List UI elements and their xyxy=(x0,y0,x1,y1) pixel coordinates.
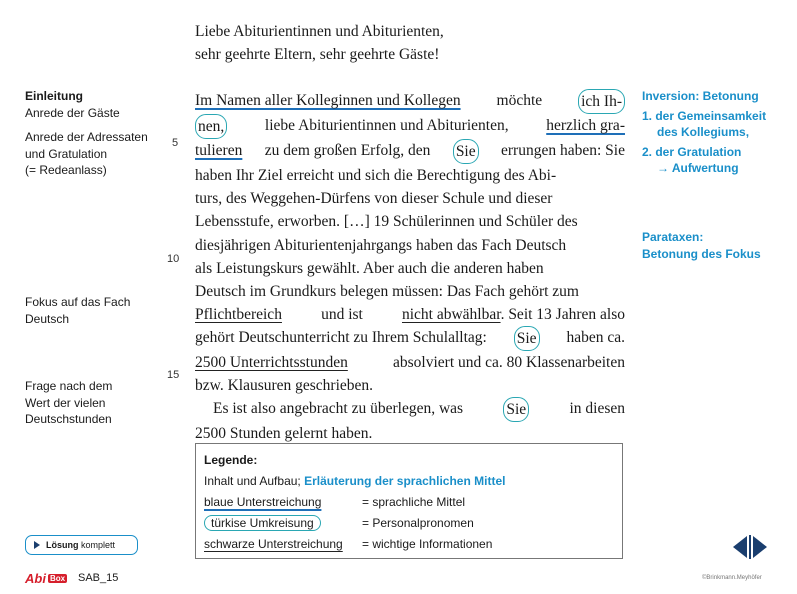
text-line xyxy=(195,326,625,351)
text-line: haben Ihr Ziel erreicht und sich die Berechtigung des Abi- xyxy=(195,167,557,185)
line-number-5: 5 xyxy=(172,137,179,149)
greeting xyxy=(195,20,444,66)
left-note-fokus xyxy=(25,294,130,327)
text-span: absolviert und ca. 80 Klassenarbeiten xyxy=(393,354,625,372)
text-line xyxy=(195,114,625,139)
legend-intro xyxy=(204,471,614,492)
underline-black: Pflichtbereich xyxy=(195,305,282,323)
pronoun-circle: nen, xyxy=(195,114,227,139)
legend-value: = sprachliche Mittel xyxy=(362,495,466,509)
solution-label-bold: Lösung xyxy=(46,540,79,550)
note-line: 1. der Gemeinsamkeit xyxy=(642,108,767,123)
text-span: errungen haben: Sie xyxy=(501,142,625,160)
pronoun-circle: ich Ih- xyxy=(578,89,625,114)
text-line xyxy=(195,139,625,164)
note-line: Betonung des Fokus xyxy=(642,246,761,261)
underline-blue: tulieren xyxy=(195,142,243,160)
einleitung-title: Einleitung xyxy=(25,89,83,103)
note-line: Wert der vielen xyxy=(25,395,106,410)
legend-text: Inhalt und Aufbau; xyxy=(204,474,301,488)
legend-text: Erläuterung der sprachlichen Mittel xyxy=(304,474,506,488)
line-number-10: 10 xyxy=(167,253,180,265)
greeting-line-2: sehr geehrte Eltern, sehr geehrte Gäste! xyxy=(195,46,440,63)
left-note-einleitung xyxy=(25,88,120,121)
text-span: möchte xyxy=(496,92,543,109)
abibox-logo xyxy=(25,571,67,586)
copyright: ©Brinkmann.Meyhöfer xyxy=(702,575,762,581)
legend-key-blue: blaue Unterstreichung xyxy=(204,495,322,509)
legend-row xyxy=(204,513,614,534)
text-span: und ist xyxy=(321,305,363,323)
note-line: Frage nach dem xyxy=(25,379,113,393)
right-note-parataxen xyxy=(642,229,761,262)
note-line: Inversion: Betonung xyxy=(642,89,759,103)
greeting-line-1: Liebe Abiturientinnen und Abiturienten, xyxy=(195,23,444,40)
solution-button[interactable] xyxy=(25,535,138,555)
logo-text: Abi xyxy=(25,571,46,586)
text-line: Deutsch im Grundkurs belegen müssen: Das Fach gehört zum xyxy=(195,282,579,300)
note-line: Fokus auf das Fach xyxy=(25,295,131,309)
underline-blue: herzlich gra- xyxy=(546,117,625,135)
logo-box: Box xyxy=(49,574,66,583)
note-line: Deutschstunden xyxy=(25,412,112,426)
pronoun-circle: Sie xyxy=(453,139,479,164)
legend-row xyxy=(204,534,614,555)
text-line xyxy=(195,397,625,422)
anrede-note: Anrede der Gäste xyxy=(25,105,120,120)
text-span: . Seit 13 Jahren also xyxy=(500,305,625,323)
play-icon xyxy=(34,541,40,549)
pronoun-circle: Sie xyxy=(503,397,529,422)
text-line: diesjährigen Abiturientenjahrgangs haben das Fach Deutsch xyxy=(195,236,567,254)
note-line: und Gratulation xyxy=(25,146,108,161)
note-line: Parataxen: xyxy=(642,230,704,244)
page-code: SAB_15 xyxy=(78,572,119,584)
underline-blue: Im Namen aller Kolleginnen und Kollegen xyxy=(195,92,461,109)
underline-black: nicht abwählbar xyxy=(401,305,501,323)
note-line: (= Redeanlass) xyxy=(25,163,107,177)
text-span: zu dem großen Erfolg, den xyxy=(264,142,431,160)
note-line: 2. der Gratulation xyxy=(642,144,742,159)
legend-key-black: schwarze Unterstreichung xyxy=(204,537,343,551)
note-line: Anrede der Adressaten xyxy=(25,130,148,144)
left-note-adressaten xyxy=(25,129,148,179)
left-note-frage xyxy=(25,378,112,428)
solution-label: komplett xyxy=(81,540,116,550)
next-page-icon[interactable] xyxy=(753,536,767,558)
text-line xyxy=(195,89,625,114)
page-navigation xyxy=(733,535,767,559)
legend-key-turquoise: türkise Umkreisung xyxy=(204,515,321,531)
note-line: des Kollegiums, xyxy=(657,125,750,139)
speech-text xyxy=(195,89,625,445)
nav-divider xyxy=(749,535,751,559)
note-line: → Aufwertung xyxy=(657,161,739,175)
previous-page-icon[interactable] xyxy=(733,536,747,558)
text-line xyxy=(195,303,625,326)
underline-black: 2500 Unterrichtsstunden xyxy=(195,354,348,372)
text-span: Es ist also angebracht zu überlegen, was xyxy=(213,400,464,418)
text-line: bzw. Klausuren geschrieben. xyxy=(195,377,374,395)
text-span: liebe Abiturientinnen und Abiturienten, xyxy=(264,117,509,135)
text-span: haben ca. xyxy=(566,328,625,346)
line-number-15: 15 xyxy=(167,369,180,381)
pronoun-circle: Sie xyxy=(514,326,540,351)
text-line: 2500 Stunden gelernt haben. xyxy=(195,425,373,443)
right-note-inversion xyxy=(642,88,766,177)
text-span: gehört Deutschunterricht zu Ihrem Schulalltag: xyxy=(195,328,487,346)
legend-row xyxy=(204,492,614,513)
legend-value: = Personalpronomen xyxy=(362,516,474,530)
legend-box xyxy=(195,443,623,559)
text-line: als Leistungskurs gewählt. Aber auch die anderen haben xyxy=(195,259,544,277)
legend-value: = wichtige Informationen xyxy=(362,537,493,551)
text-span: in diesen xyxy=(569,400,625,418)
note-line: Deutsch xyxy=(25,311,70,326)
text-line: Lebensstufe, erworben. […] 19 Schülerinnen und Schüler des xyxy=(195,213,578,231)
legend-title: Legende: xyxy=(204,453,258,467)
text-line xyxy=(195,351,625,374)
text-line: turs, des Weggehen-Dürfens von dieser Schule und dieser xyxy=(195,190,553,208)
